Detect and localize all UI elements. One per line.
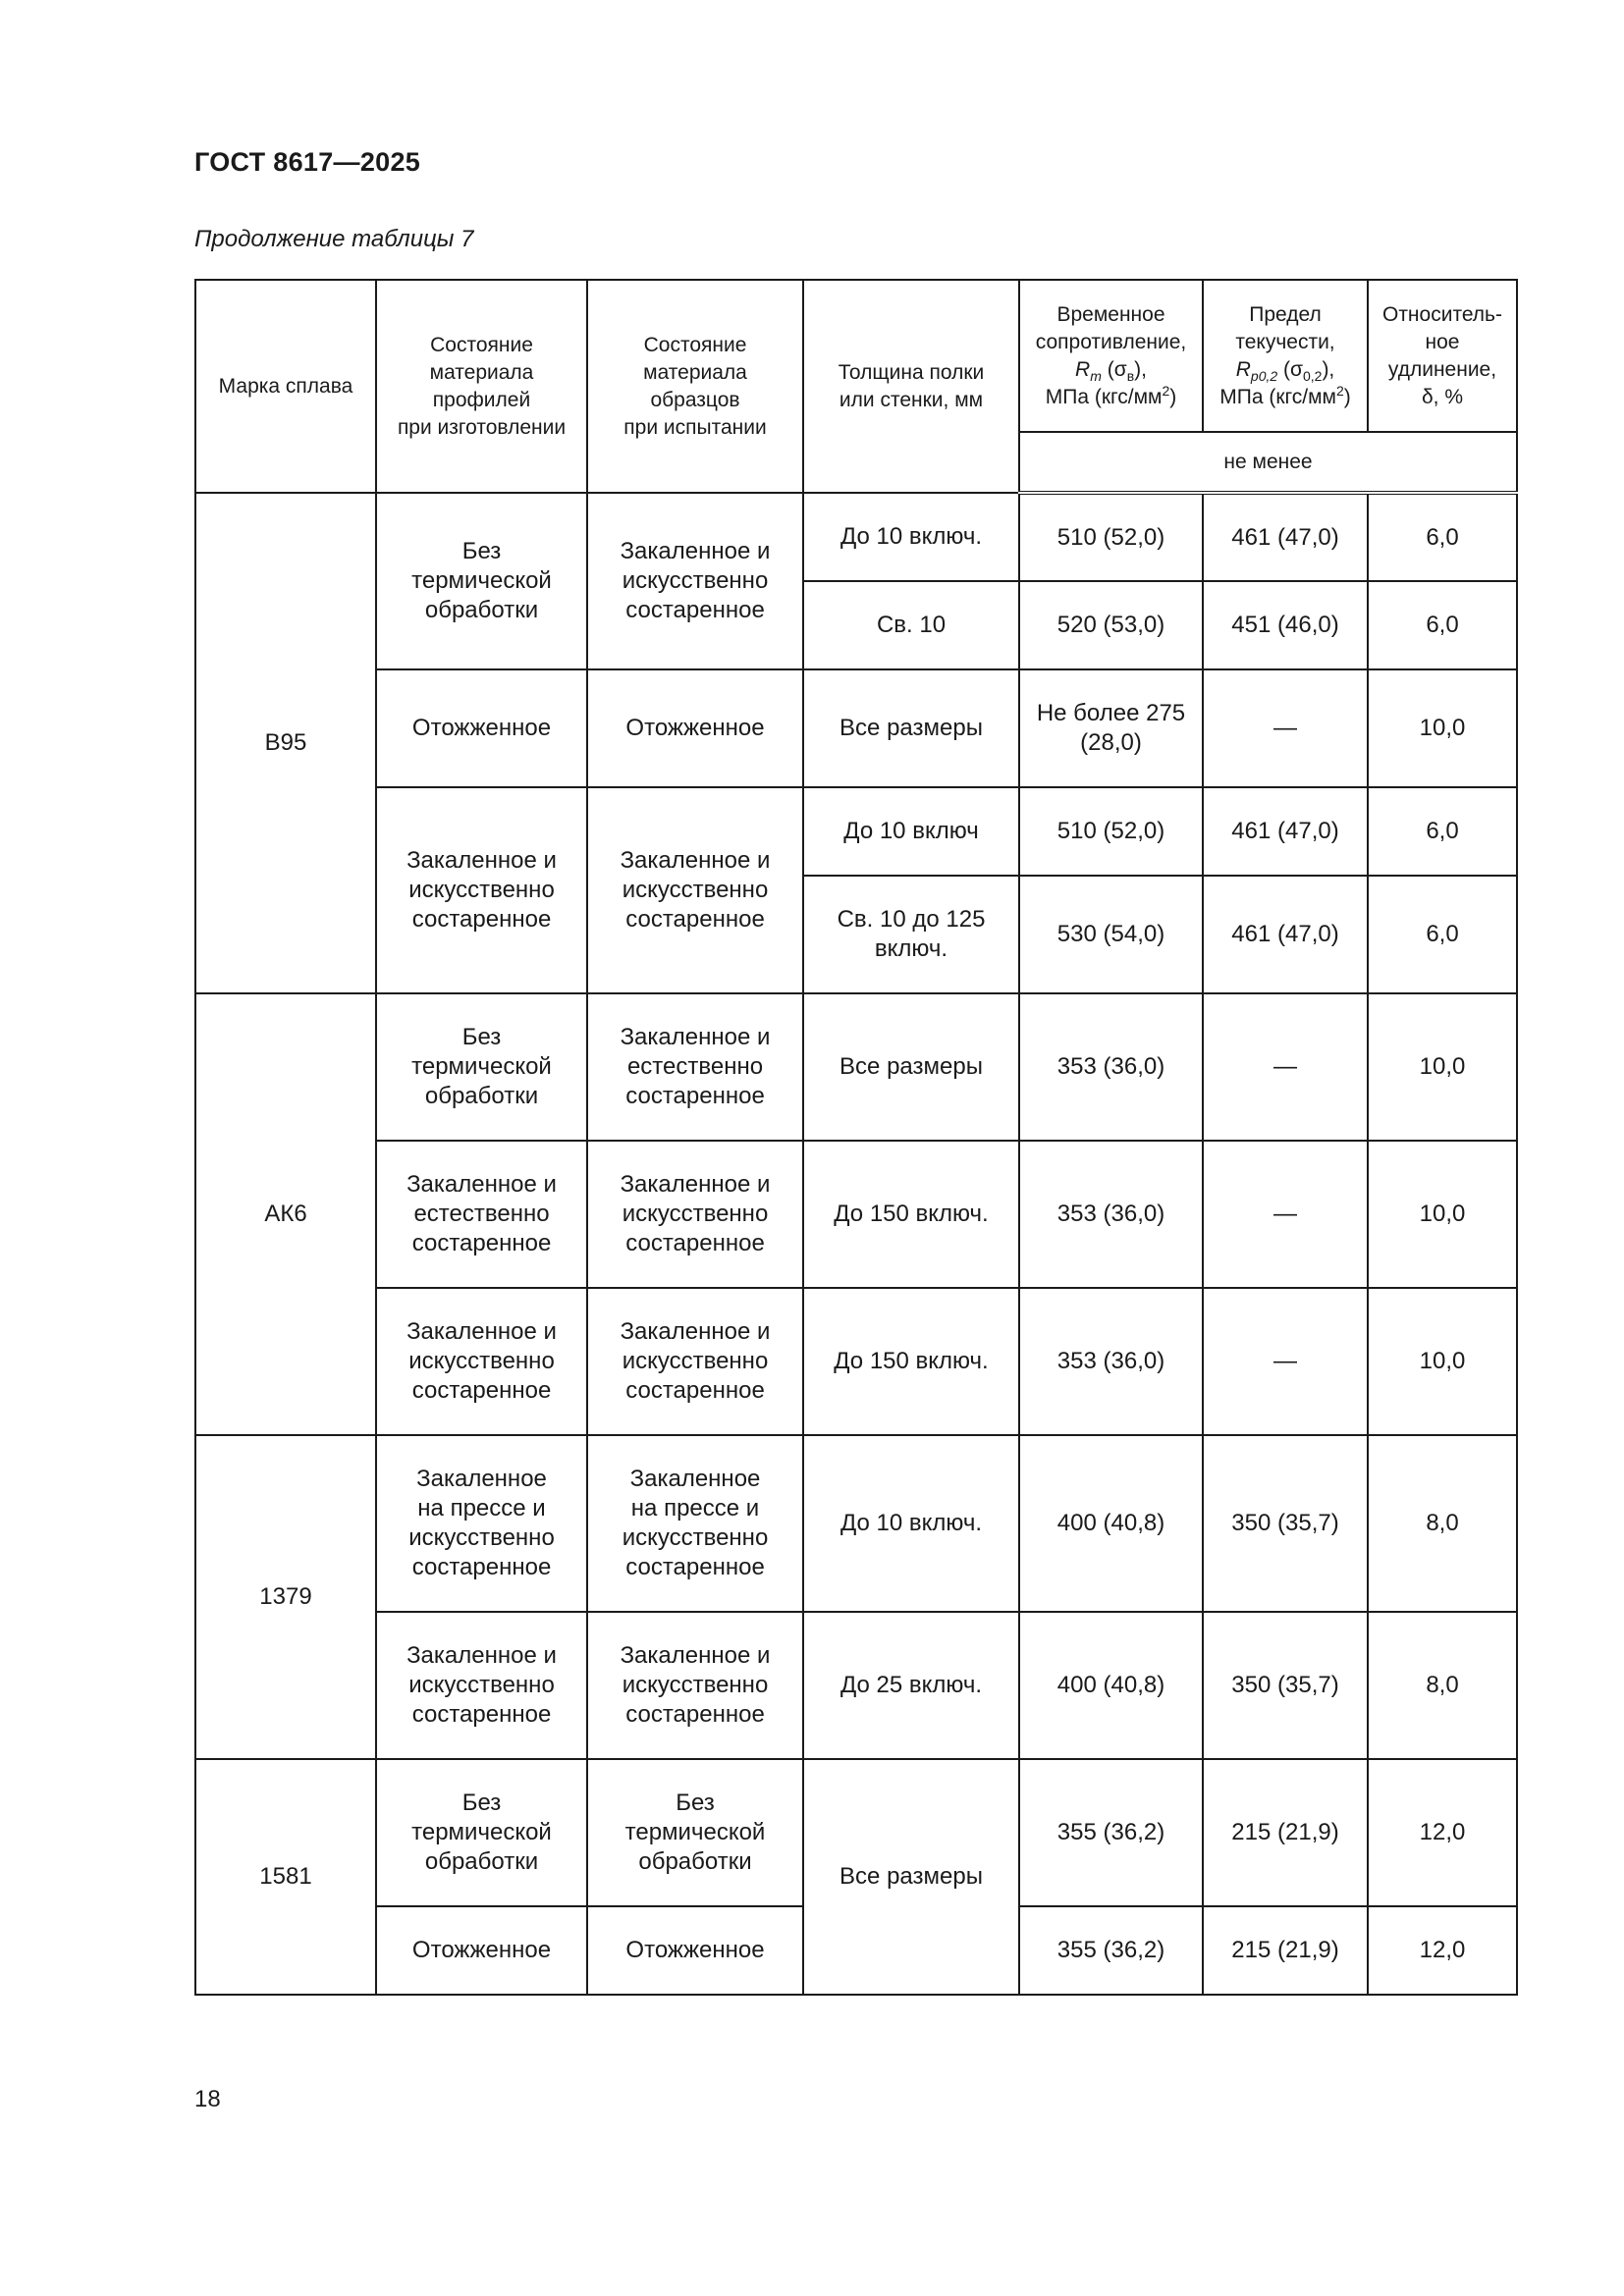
cell-profile-state-line: состаренное: [411, 1230, 552, 1256]
header-line: Временное: [1056, 302, 1165, 326]
header-line: образцов: [650, 388, 740, 411]
cell-elongation: 10,0: [1368, 1288, 1517, 1435]
cell-tensile-strength-line: 353 (36,0): [1056, 1201, 1165, 1227]
header-not-less: не менее: [1019, 432, 1517, 493]
cell-profile-state-line: Закаленное: [416, 1466, 547, 1492]
table-row: [195, 787, 1517, 876]
cell-sample-state-line: искусственно: [622, 877, 769, 903]
cell-profile-state: [376, 1288, 587, 1435]
cell-sample-state: [587, 1288, 803, 1435]
header-profile-state: [376, 280, 587, 493]
sigma-end: ),: [1134, 357, 1147, 381]
cell-profile-state: [376, 1906, 587, 1995]
table-row: [195, 1612, 1517, 1759]
cell-thickness-line: Все размеры: [839, 1053, 983, 1080]
table-row: [195, 1288, 1517, 1435]
cell-thickness-line: До 25 включ.: [839, 1672, 983, 1698]
cell-sample-state: [587, 1906, 803, 1995]
cell-thickness: [803, 1141, 1019, 1288]
cell-profile-state-line: обработки: [424, 1848, 539, 1875]
cell-sample-state-line: состаренное: [625, 1230, 765, 1256]
cell-sample-state-line: состаренное: [625, 906, 765, 933]
table-row: [195, 993, 1517, 1141]
table-row: [195, 493, 1517, 581]
cell-profile-state-line: Закаленное и: [406, 847, 557, 874]
cell-thickness-line: До 10 включ.: [839, 1510, 983, 1536]
header-line: Предел: [1249, 302, 1322, 326]
table-row: [195, 1759, 1517, 1906]
cell-yield-strength: —: [1203, 1141, 1368, 1288]
cell-thickness: [803, 787, 1019, 876]
cell-elongation: 8,0: [1368, 1435, 1517, 1612]
cell-elongation: 12,0: [1368, 1759, 1517, 1906]
table-row: [195, 1141, 1517, 1288]
cell-thickness-line: До 150 включ.: [834, 1201, 989, 1227]
header-line: при испытании: [623, 415, 767, 439]
unit-sup: 2: [1162, 382, 1170, 399]
cell-profile-state-line: искусственно: [408, 877, 555, 903]
cell-sample-state-line: искусственно: [622, 1672, 769, 1698]
header-elongation: [1368, 280, 1517, 432]
cell-profile-state-line: состаренное: [411, 1377, 552, 1404]
cell-sample-state-line: искусственно: [622, 1524, 769, 1551]
header-line: текучести,: [1235, 330, 1335, 353]
cell-sample-state-line: естественно: [626, 1053, 764, 1080]
cell-profile-state-line: состаренное: [411, 906, 552, 933]
cell-yield-strength: 461 (47,0): [1203, 787, 1368, 876]
cell-thickness: [803, 669, 1019, 787]
table-body: [195, 493, 1517, 1995]
cell-tensile-strength-line: 510 (52,0): [1056, 818, 1165, 844]
cell-profile-state: [376, 493, 587, 669]
cell-elongation: 6,0: [1368, 876, 1517, 993]
cell-tensile-strength: [1019, 993, 1203, 1141]
cell-tensile-strength-line: 520 (53,0): [1056, 612, 1165, 638]
unit-sup: 2: [1335, 382, 1344, 399]
cell-sample-state-line: обработки: [638, 1848, 752, 1875]
cell-yield-strength: —: [1203, 669, 1368, 787]
cell-profile-state-line: Отожженное: [411, 1937, 552, 1963]
header-line: или стенки, мм: [839, 388, 984, 411]
cell-sample-state: [587, 1141, 803, 1288]
symbol: R: [1075, 357, 1091, 381]
cell-sample-state-line: искусственно: [622, 1201, 769, 1227]
cell-profile-state: [376, 1141, 587, 1288]
cell-profile-state-line: Без: [461, 1789, 502, 1816]
header-line: профилей: [432, 388, 531, 411]
cell-elongation: 10,0: [1368, 993, 1517, 1141]
table-row: [195, 1435, 1517, 1612]
header-tensile-strength: [1019, 280, 1203, 432]
table-row: [195, 669, 1517, 787]
cell-sample-state-line: Закаленное и: [620, 847, 771, 874]
header-line: δ, %: [1421, 385, 1464, 408]
header-line: сопротивление,: [1035, 330, 1187, 353]
cell-sample-state: [587, 1612, 803, 1759]
header-symbol-line: [1026, 356, 1196, 384]
cell-sample-state: [587, 493, 803, 669]
cell-sample-state-line: Закаленное и: [620, 1171, 771, 1198]
cell-elongation: 6,0: [1368, 581, 1517, 669]
header-unit-line: [1026, 384, 1196, 411]
cell-yield-strength: 461 (47,0): [1203, 493, 1368, 581]
cell-alloy-grade: 1581: [195, 1759, 376, 1995]
cell-tensile-strength: [1019, 581, 1203, 669]
cell-thickness: [803, 581, 1019, 669]
symbol-sub: m: [1090, 367, 1102, 384]
cell-sample-state-line: Отожженное: [625, 1937, 765, 1963]
cell-profile-state: [376, 669, 587, 787]
cell-elongation: 6,0: [1368, 493, 1517, 581]
cell-yield-strength: 350 (35,7): [1203, 1435, 1368, 1612]
cell-elongation: 10,0: [1368, 1141, 1517, 1288]
mechanical-properties-table: [194, 279, 1518, 1996]
cell-sample-state-line: Закаленное: [629, 1466, 761, 1492]
cell-sample-state-line: на прессе и: [630, 1495, 760, 1522]
cell-profile-state-line: искусственно: [408, 1524, 555, 1551]
cell-profile-state-line: искусственно: [408, 1348, 555, 1374]
cell-sample-state-line: Без: [676, 1789, 715, 1816]
sigma-sub: в: [1126, 367, 1135, 384]
cell-thickness: [803, 1759, 1019, 1995]
cell-sample-state: [587, 993, 803, 1141]
header-line: Состояние: [643, 333, 747, 356]
cell-profile-state: [376, 1612, 587, 1759]
cell-elongation: 10,0: [1368, 669, 1517, 787]
cell-profile-state-line: обработки: [424, 1083, 539, 1109]
unit-end: ): [1343, 385, 1351, 408]
cell-tensile-strength-line: 510 (52,0): [1056, 523, 1165, 551]
cell-profile-state-line: искусственно: [408, 1672, 555, 1698]
cell-profile-state: [376, 993, 587, 1141]
cell-thickness-line: включ.: [874, 935, 948, 962]
cell-elongation: 8,0: [1368, 1612, 1517, 1759]
cell-profile-state: [376, 787, 587, 993]
header-thickness: [803, 280, 1019, 493]
cell-thickness-line: До 10 включ.: [839, 523, 983, 550]
unit: МПа (кгс/мм: [1045, 385, 1163, 408]
cell-profile-state-line: термической: [411, 567, 552, 594]
cell-sample-state-line: Закаленное и: [620, 1024, 771, 1050]
cell-tensile-strength-line: 355 (36,2): [1056, 1819, 1165, 1845]
symbol: R: [1235, 357, 1251, 381]
header-sample-state: [587, 280, 803, 493]
cell-profile-state-line: состаренное: [411, 1554, 552, 1580]
cell-thickness-line: Все размеры: [839, 715, 983, 741]
cell-profile-state-line: Закаленное и: [406, 1318, 557, 1345]
cell-profile-state-line: термической: [411, 1053, 552, 1080]
cell-sample-state: [587, 669, 803, 787]
unit: МПа (кгс/мм: [1219, 385, 1336, 408]
cell-tensile-strength: [1019, 493, 1203, 581]
cell-sample-state-line: искусственно: [622, 1348, 769, 1374]
cell-sample-state-line: Закаленное и: [620, 538, 771, 564]
cell-tensile-strength-line: 353 (36,0): [1056, 1348, 1165, 1374]
cell-yield-strength: —: [1203, 1288, 1368, 1435]
cell-thickness: [803, 1288, 1019, 1435]
cell-thickness-line: Св. 10 до 125: [837, 906, 986, 933]
header-line: материала: [643, 360, 747, 384]
cell-thickness: [803, 1435, 1019, 1612]
cell-yield-strength: 350 (35,7): [1203, 1612, 1368, 1759]
cell-thickness-line: Св. 10: [876, 612, 947, 638]
cell-tensile-strength: [1019, 876, 1203, 993]
sigma-sub: 0,2: [1302, 367, 1323, 384]
cell-elongation: 6,0: [1368, 787, 1517, 876]
cell-tensile-strength: [1019, 1288, 1203, 1435]
cell-sample-state-line: Отожженное: [625, 715, 765, 741]
cell-tensile-strength-line: 400 (40,8): [1056, 1510, 1165, 1536]
cell-yield-strength: 215 (21,9): [1203, 1906, 1368, 1995]
cell-sample-state-line: Закаленное и: [620, 1318, 771, 1345]
cell-sample-state: [587, 1435, 803, 1612]
cell-sample-state-line: состаренное: [625, 597, 765, 623]
header-unit-line: [1210, 384, 1361, 411]
header-line: Состояние: [430, 333, 533, 356]
cell-tensile-strength: [1019, 1759, 1203, 1906]
cell-thickness: [803, 876, 1019, 993]
cell-sample-state-line: состаренное: [625, 1083, 765, 1109]
cell-profile-state-line: естественно: [413, 1201, 550, 1227]
cell-sample-state: [587, 1759, 803, 1906]
cell-profile-state-line: Без: [461, 538, 502, 564]
header-line: при изготовлении: [397, 415, 567, 439]
cell-tensile-strength: [1019, 1906, 1203, 1995]
cell-tensile-strength: [1019, 787, 1203, 876]
cell-profile-state-line: состаренное: [411, 1701, 552, 1728]
cell-profile-state-line: обработки: [424, 597, 539, 623]
table-caption: Продолжение таблицы 7: [194, 226, 474, 252]
cell-tensile-strength: [1019, 1612, 1203, 1759]
cell-yield-strength: 215 (21,9): [1203, 1759, 1368, 1906]
sigma: (σ: [1283, 357, 1303, 381]
cell-sample-state-line: термической: [624, 1819, 766, 1845]
header-line: Относитель-: [1381, 302, 1502, 326]
cell-thickness-line: Все размеры: [839, 1863, 983, 1890]
cell-alloy-grade: 1379: [195, 1435, 376, 1759]
cell-thickness: [803, 493, 1019, 581]
header-line: ное: [1425, 330, 1460, 353]
cell-profile-state-line: на прессе и: [417, 1495, 546, 1522]
cell-yield-strength: 451 (46,0): [1203, 581, 1368, 669]
sigma: (σ: [1107, 357, 1127, 381]
cell-profile-state-line: Без: [461, 1024, 502, 1050]
cell-sample-state-line: состаренное: [625, 1377, 765, 1404]
header-alloy-grade: Марка сплава: [195, 280, 376, 493]
cell-yield-strength: 461 (47,0): [1203, 876, 1368, 993]
unit-end: ): [1169, 385, 1177, 408]
cell-thickness: [803, 993, 1019, 1141]
sigma-end: ),: [1322, 357, 1335, 381]
cell-profile-state: [376, 1759, 587, 1906]
cell-sample-state-line: состаренное: [625, 1701, 765, 1728]
header-yield-strength: [1203, 280, 1368, 432]
cell-sample-state-line: состаренное: [625, 1554, 765, 1580]
cell-alloy-grade: В95: [195, 493, 376, 993]
cell-profile-state-line: термической: [411, 1819, 552, 1845]
cell-tensile-strength-line: 530 (54,0): [1056, 921, 1165, 947]
cell-profile-state-line: Закаленное и: [406, 1171, 557, 1198]
cell-tensile-strength-line: 353 (36,0): [1056, 1053, 1165, 1080]
cell-profile-state: [376, 1435, 587, 1612]
document-id: ГОСТ 8617—2025: [194, 147, 421, 177]
cell-tensile-strength-line: Не более 275: [1036, 700, 1186, 726]
cell-thickness: [803, 1612, 1019, 1759]
cell-profile-state-line: Отожженное: [411, 715, 552, 741]
header-line: удлинение,: [1387, 357, 1497, 381]
cell-thickness-line: До 150 включ.: [834, 1348, 989, 1374]
page-number: 18: [194, 2086, 221, 2112]
cell-tensile-strength-line: 400 (40,8): [1056, 1672, 1165, 1698]
symbol-sub: p0,2: [1250, 367, 1278, 384]
cell-tensile-strength: [1019, 1141, 1203, 1288]
cell-tensile-strength-line: (28,0): [1080, 729, 1142, 756]
cell-tensile-strength-line: 355 (36,2): [1056, 1937, 1165, 1963]
cell-elongation: 12,0: [1368, 1906, 1517, 1995]
cell-yield-strength: —: [1203, 993, 1368, 1141]
cell-tensile-strength: [1019, 669, 1203, 787]
cell-tensile-strength: [1019, 1435, 1203, 1612]
header-symbol-line: [1210, 356, 1361, 384]
cell-profile-state-line: Закаленное и: [406, 1642, 557, 1669]
header-line: Толщина полки: [838, 360, 985, 384]
cell-sample-state-line: искусственно: [622, 567, 769, 594]
cell-thickness-line: До 10 включ: [843, 818, 979, 844]
cell-sample-state: [587, 787, 803, 993]
cell-alloy-grade: АК6: [195, 993, 376, 1435]
cell-sample-state-line: Закаленное и: [620, 1642, 771, 1669]
header-line: материала: [429, 360, 534, 384]
